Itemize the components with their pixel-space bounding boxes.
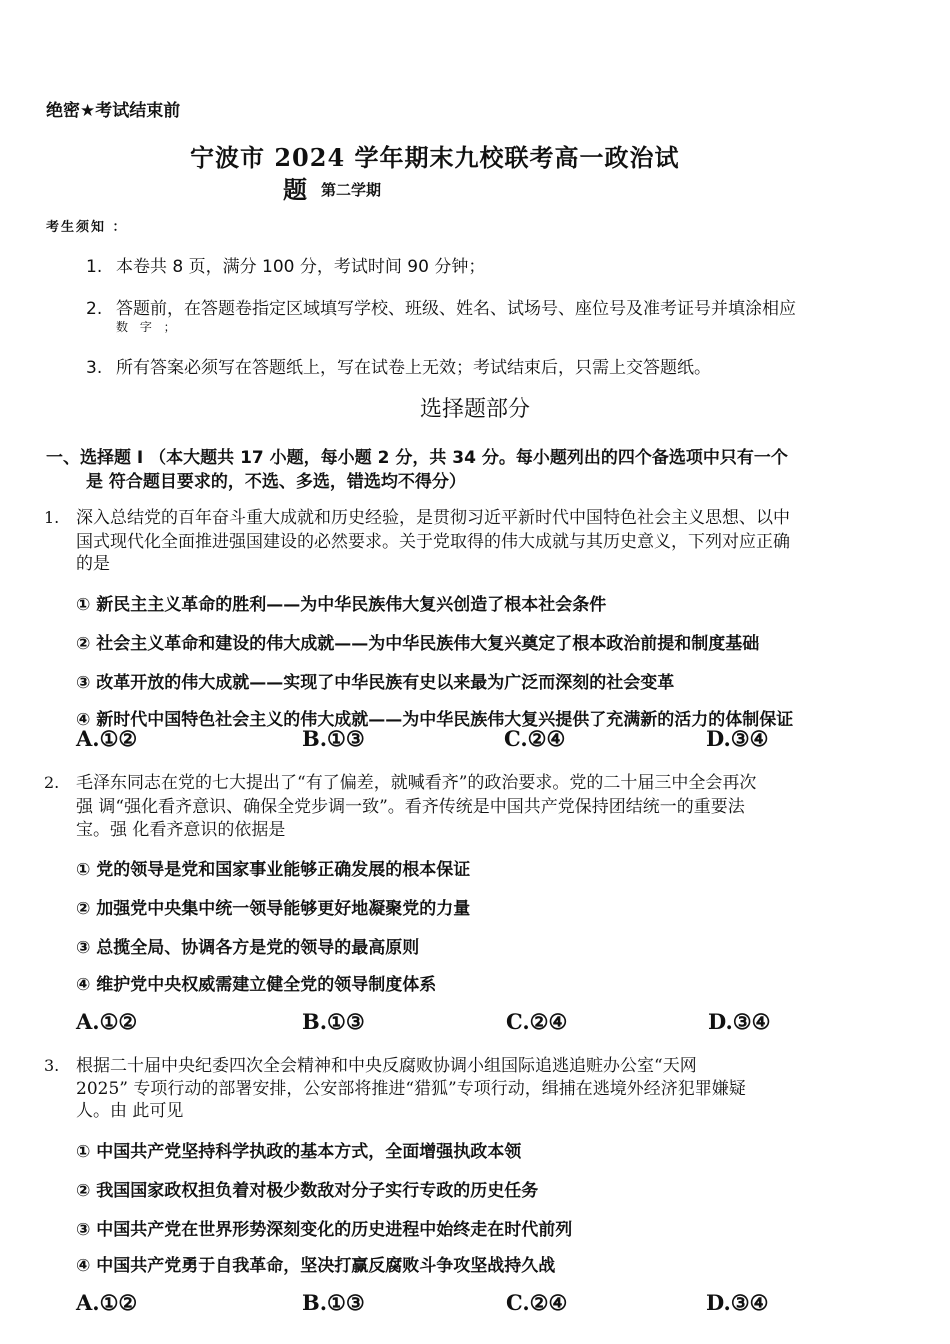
option-statement: ④ 中国共产党勇于自我革命，坚决打赢反腐败斗争攻坚战持久战: [76, 1256, 556, 1276]
notice-num: 3.: [86, 358, 103, 378]
question-stem: 国式现代化全面推进强国建设的必然要求。关于党取得的伟大成就与其历史意义，下列对应正确: [76, 532, 790, 552]
option-statement: ③ 总揽全局、协调各方是党的领导的最高原则: [76, 938, 420, 958]
notice-text: 本卷共 8 页，满分 100 分，考试时间 90 分钟；: [116, 257, 486, 277]
option-statement: ① 党的领导是党和国家事业能够正确发展的根本保证: [76, 860, 471, 880]
exam-title: 宁波市 2024 学年期末九校联考高一政治试: [190, 143, 680, 172]
option-statement: ② 我国国家政权担负着对极少数敌对分子实行专政的历史任务: [76, 1181, 539, 1201]
question-stem: 根据二十届中央纪委四次全会精神和中央反腐败协调小组国际追逃追赃办公室“天网: [76, 1056, 697, 1076]
notice-text: 所有答案必须写在答题纸上，写在试卷上无效；考试结束后，只需上交答题纸。: [116, 358, 711, 378]
question-stem: 的是: [76, 554, 110, 574]
option-statement: ② 社会主义革命和建设的伟大成就——为中华民族伟大复兴奠定了根本政治前提和制度基础: [76, 634, 760, 654]
exam-title-tail: 题: [283, 175, 307, 204]
answer-choice-d: D.③④: [706, 726, 769, 751]
question-stem: 2025” 专项行动的部署安排，公安部将推进“猎狐”专项行动，缉捕在逃境外经济犯罪嫌疑: [76, 1079, 746, 1099]
notice-item: [86, 353, 711, 378]
question-stem: 宝。强 化看齐意识的依据是: [76, 820, 286, 840]
question-stem: 毛泽东同志在党的七大提出了“有了偏差，就喊看齐”的政治要求。党的二十届三中全会再次: [76, 773, 757, 793]
option-statement: ② 加强党中央集中统一领导能够更好地凝聚党的力量: [76, 899, 471, 919]
answer-choice-c: C.②④: [506, 1009, 568, 1034]
answer-choice-c: C.②④: [504, 726, 566, 751]
answer-choice-a: A.①②: [76, 1009, 138, 1034]
option-statement: ③ 中国共产党在世界形势深刻变化的历史进程中始终走在时代前列: [76, 1220, 573, 1240]
notice-num: 1.: [86, 257, 103, 277]
answer-choice-a: A.①②: [76, 1290, 138, 1315]
exam-title-cont: [283, 170, 381, 205]
answer-choice-d: D.③④: [706, 1290, 769, 1315]
answer-choice-b: B.①③: [302, 1009, 365, 1034]
notice-item: [86, 252, 485, 277]
option-statement: ① 中国共产党坚持科学执政的基本方式，全面增强执政本领: [76, 1142, 522, 1162]
option-statement: ① 新民主主义革命的胜利——为中华民族伟大复兴创造了根本社会条件: [76, 595, 607, 615]
notice-heading: 考生须知 ：: [46, 220, 128, 235]
option-statement: ④ 维护党中央权威需建立健全党的领导制度体系: [76, 975, 437, 995]
option-statement: ④ 新时代中国特色社会主义的伟大成就——为中华民族伟大复兴提供了充满新的活力的体制保证: [76, 710, 794, 730]
part-instructions: 一、选择题 I （本大题共 17 小题，每小题 2 分，共 34 分。每小题列出的四个备选项中只有一个: [46, 448, 788, 468]
confidential-label: 绝密★考试结束前: [46, 101, 181, 121]
question-number: 1.: [44, 508, 60, 527]
question-stem: 深入总结党的百年奋斗重大成就和历史经验，是贯彻习近平新时代中国特色社会主义思想、以中: [76, 508, 790, 528]
notice-item: [86, 294, 796, 319]
question-number: 2.: [44, 773, 60, 792]
semester-label: 第二学期: [321, 181, 382, 199]
question-stem: 人。由 此可见: [76, 1101, 184, 1121]
answer-choice-d: D.③④: [708, 1009, 771, 1034]
notice-num: 2.: [86, 299, 103, 319]
question-stem: 强 调“强化看齐意识、确保全党步调一致”。看齐传统是中国共产党保持团结统一的重要法: [76, 797, 745, 817]
answer-choice-c: C.②④: [506, 1290, 568, 1315]
section-title: 选择题部分: [419, 397, 530, 422]
part-instructions-cont: 是 符合题目要求的，不选、多选，错选均不得分）: [86, 472, 466, 492]
question-number: 3.: [44, 1056, 60, 1075]
answer-choice-b: B.①③: [302, 726, 365, 751]
notice-text-cont: 数 字 ；: [116, 320, 180, 334]
answer-choice-b: B.①③: [302, 1290, 365, 1315]
notice-text: 答题前，在答题卷指定区域填写学校、班级、姓名、试场号、座位号及准考证号并填涂相应: [116, 299, 796, 319]
answer-choice-a: A.①②: [76, 726, 138, 751]
option-statement: ③ 改革开放的伟大成就——实现了中华民族有史以来最为广泛而深刻的社会变革: [76, 673, 675, 693]
